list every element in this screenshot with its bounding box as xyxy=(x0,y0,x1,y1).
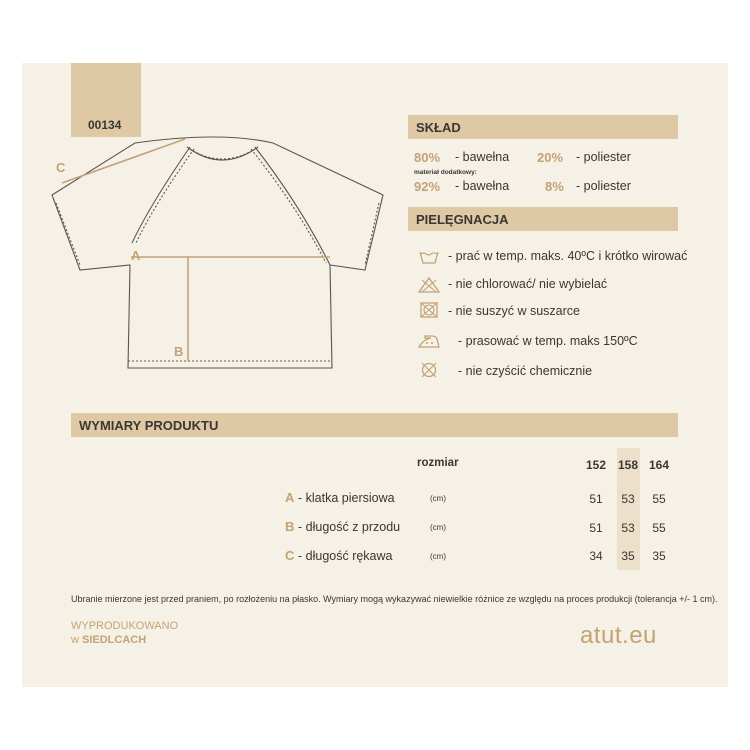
no-bleach-icon xyxy=(418,277,440,293)
diagram-label-a: A xyxy=(131,248,141,263)
row-c-label: - długość rękawa xyxy=(298,549,393,563)
composition-add-pct-1: 92% xyxy=(414,179,441,194)
additional-material-label: materiał dodatkowy: xyxy=(414,169,477,176)
row-a-label: - klatka piersiowa xyxy=(298,491,395,505)
size-164: 164 xyxy=(648,458,670,472)
no-tumble-dry-icon xyxy=(418,302,440,318)
row-b-value-158: 53 xyxy=(621,521,635,535)
made-in-city: SIEDLCACH xyxy=(82,634,147,646)
composition-add-pct-2: 8% xyxy=(545,179,564,194)
row-c-value-164: 35 xyxy=(652,549,666,563)
measure-line-c xyxy=(62,139,185,183)
composition-add-label-2: - poliester xyxy=(576,179,631,193)
dimensions-title: WYMIARY PRODUKTU xyxy=(79,417,219,433)
composition-title: SKŁAD xyxy=(416,119,461,135)
composition-main-label-1: - bawełna xyxy=(455,150,510,164)
made-in-line-1: WYPRODUKOWANO xyxy=(71,620,179,632)
no-dry-clean-icon xyxy=(418,362,440,378)
diagram-label-c: C xyxy=(56,160,66,175)
made-in-prefix: w xyxy=(71,634,82,646)
iron-150-icon xyxy=(418,333,440,349)
diagram-label-b: B xyxy=(174,344,184,359)
composition-add-label-1: - bawełna xyxy=(455,179,510,193)
care-item-2: - nie chlorować/ nie wybielać xyxy=(448,277,608,291)
row-a-value-152: 51 xyxy=(589,492,603,506)
care-item-3: - nie suszyć w suszarce xyxy=(448,304,580,318)
care-item-4: - prasować w temp. maks 150ºC xyxy=(458,334,638,348)
row-a-unit: (cm) xyxy=(430,494,446,503)
wash-40-icon xyxy=(418,249,440,265)
tshirt-outline xyxy=(52,137,383,368)
row-b-label: - długość z przodu xyxy=(298,520,401,534)
row-a-value-164: 55 xyxy=(652,492,666,506)
row-b-value-164: 55 xyxy=(652,521,666,535)
made-in-line-2 xyxy=(71,634,146,646)
row-c-letter: C xyxy=(285,548,295,563)
composition-main-pct-2: 20% xyxy=(537,150,564,165)
dimensions-header xyxy=(71,413,678,437)
care-title: PIELĘGNACJA xyxy=(416,211,509,227)
composition-main-pct-1: 80% xyxy=(414,150,441,165)
brand-logo: atut.eu xyxy=(580,622,657,649)
product-code: 00134 xyxy=(88,118,122,132)
composition-main-label-2: - poliester xyxy=(576,150,631,164)
care-header xyxy=(408,207,678,231)
row-b-letter: B xyxy=(285,519,295,534)
row-c-unit: (cm) xyxy=(430,552,446,561)
row-c-value-152: 34 xyxy=(589,549,603,563)
row-c-value-158: 35 xyxy=(621,549,635,563)
row-b-value-152: 51 xyxy=(589,521,603,535)
size-158: 158 xyxy=(617,458,639,472)
row-a-letter: A xyxy=(285,490,295,505)
composition-header xyxy=(408,115,678,139)
tshirt-diagram xyxy=(40,125,400,375)
care-item-1: - prać w temp. maks. 40ºC i krótko wirować xyxy=(448,249,688,263)
row-b-unit: (cm) xyxy=(430,523,446,532)
row-a-value-158: 53 xyxy=(621,492,635,506)
size-header: rozmiar xyxy=(417,457,459,469)
size-152: 152 xyxy=(585,458,607,472)
care-item-5: - nie czyścić chemicznie xyxy=(458,364,593,378)
measurement-note: Ubranie mierzone jest przed praniem, po rozłożeniu na płasko. Wymiary mogą wykazywać niewielkie różnice ze względu na proces produkcji (tolerancja +/- 1 cm). xyxy=(71,594,718,604)
